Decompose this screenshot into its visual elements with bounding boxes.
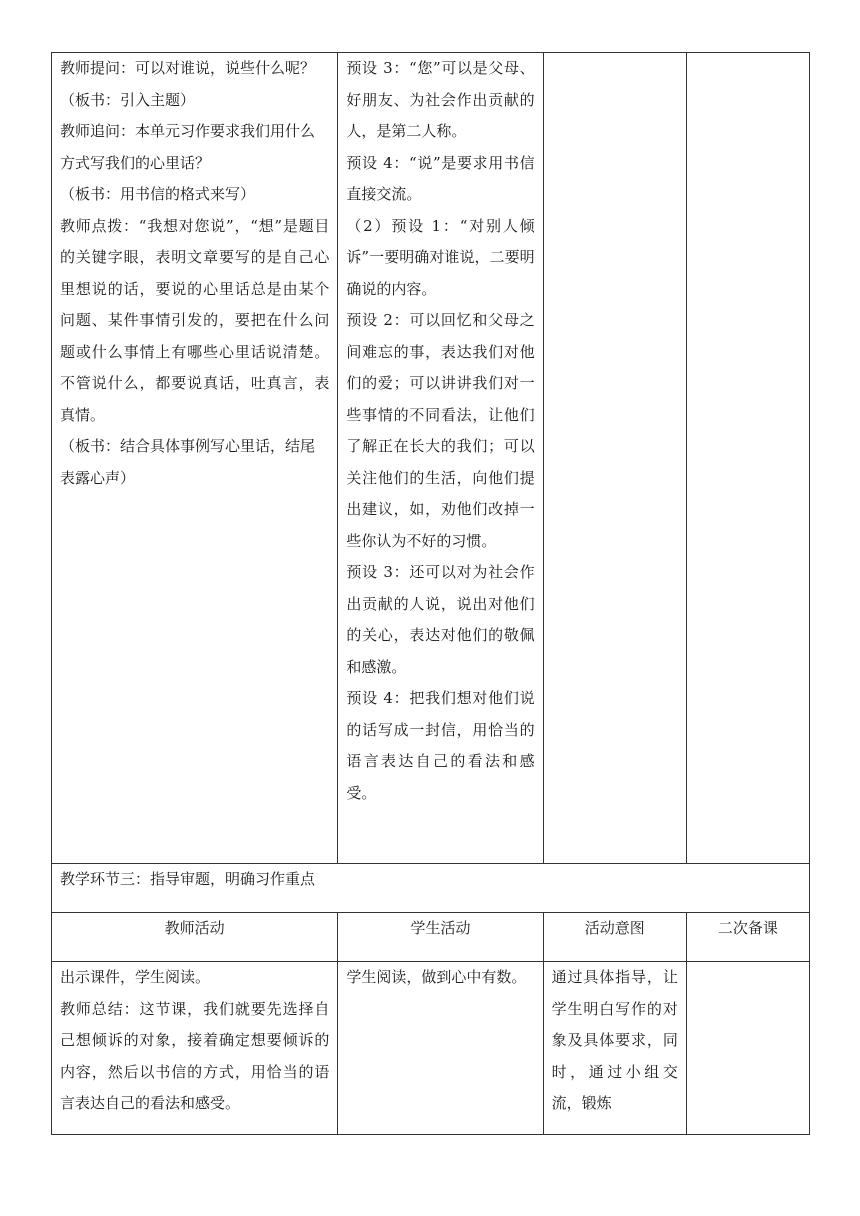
teacher-activity-cell: [52, 53, 338, 864]
header-student-activity: 学生活动: [338, 913, 543, 962]
preset-item: 预设 4：“说”是要求用书信直接交流。: [346, 153, 535, 203]
activity-row: [52, 962, 810, 1135]
preset-item: 预设 3：还可以对为社会作出贡献的人说，说出对他们的关心，表达对他们的敬佩和感激。: [346, 563, 535, 676]
teacher-guidance: 教师点拨：“我想对您说”，“想”是题目的关键字眼，表明文章要写的是自己心里想说的话，要说的心里话总是由某个问题、某件事情引发的，要把在什么问题或什么事情上有哪些心里话说清楚。不管说什么，都要说真话，吐真言，表真情。: [60, 216, 330, 424]
preset-item: 预设 2：可以回忆和父母之间难忘的事，表达我们对他们的爱；可以讲讲我们对一些事情的不同看法，让他们了解正在长大的我们；可以关注他们的生活，向他们提出建议，如，劝他们改掉一些你认为不好的习惯。: [346, 311, 535, 550]
preset-item: 预设 4：把我们想对他们说的话写成一封信，用恰当的语言表达自己的看法和感受。: [346, 689, 535, 802]
header-secondary-prep: 二次备课: [686, 913, 809, 962]
board-note: （板书：结合具体事例写心里话，结尾表露心声）: [60, 437, 316, 487]
section-header-row: [52, 864, 810, 913]
preset-item: （2）预设 1：“对别人倾诉”一要明确对谁说，二要明确说的内容。: [346, 216, 535, 298]
board-note: （板书：引入主题）: [60, 90, 196, 109]
header-activity-intent: 活动意图: [543, 913, 686, 962]
header-teacher-activity: 教师活动: [52, 913, 338, 962]
teacher-summary: 教师总结：这节课，我们就要先选择自己想倾诉的对象，接着确定想要倾诉的内容，然后以书信的方式，用恰当的语言表达自己的看法和感受。: [60, 999, 330, 1112]
preset-item: 预设 3：“您”可以是父母、好朋友、为社会作出贡献的人，是第二人称。: [346, 59, 535, 140]
teacher-step: 出示课件，学生阅读。: [60, 968, 211, 986]
student-activity-cell: [338, 53, 543, 864]
column-header-row: [52, 913, 810, 962]
section-title: 教学环节三：指导审题，明确习作重点: [52, 864, 810, 913]
student-activity-cell: 学生阅读，做到心中有数。: [338, 962, 543, 1135]
teacher-followup: 教师追问：本单元习作要求我们用什么方式写我们的心里话？: [60, 122, 316, 172]
teacher-question: 教师提问：可以对谁说，说些什么呢？: [60, 59, 316, 77]
secondary-prep-cell-empty: [686, 53, 809, 864]
teacher-activity-cell: [52, 962, 338, 1135]
activity-row-continued: [52, 53, 810, 864]
activity-intent-cell: 通过具体指导，让学生明白写作的对象及具体要求，同时，通过小组交流，锻炼: [543, 962, 686, 1135]
board-note: （板书：用书信的格式来写）: [60, 185, 256, 203]
intent-cell-empty: [543, 53, 686, 864]
secondary-prep-cell-empty: [686, 962, 809, 1135]
lesson-plan-table: [51, 52, 810, 1135]
